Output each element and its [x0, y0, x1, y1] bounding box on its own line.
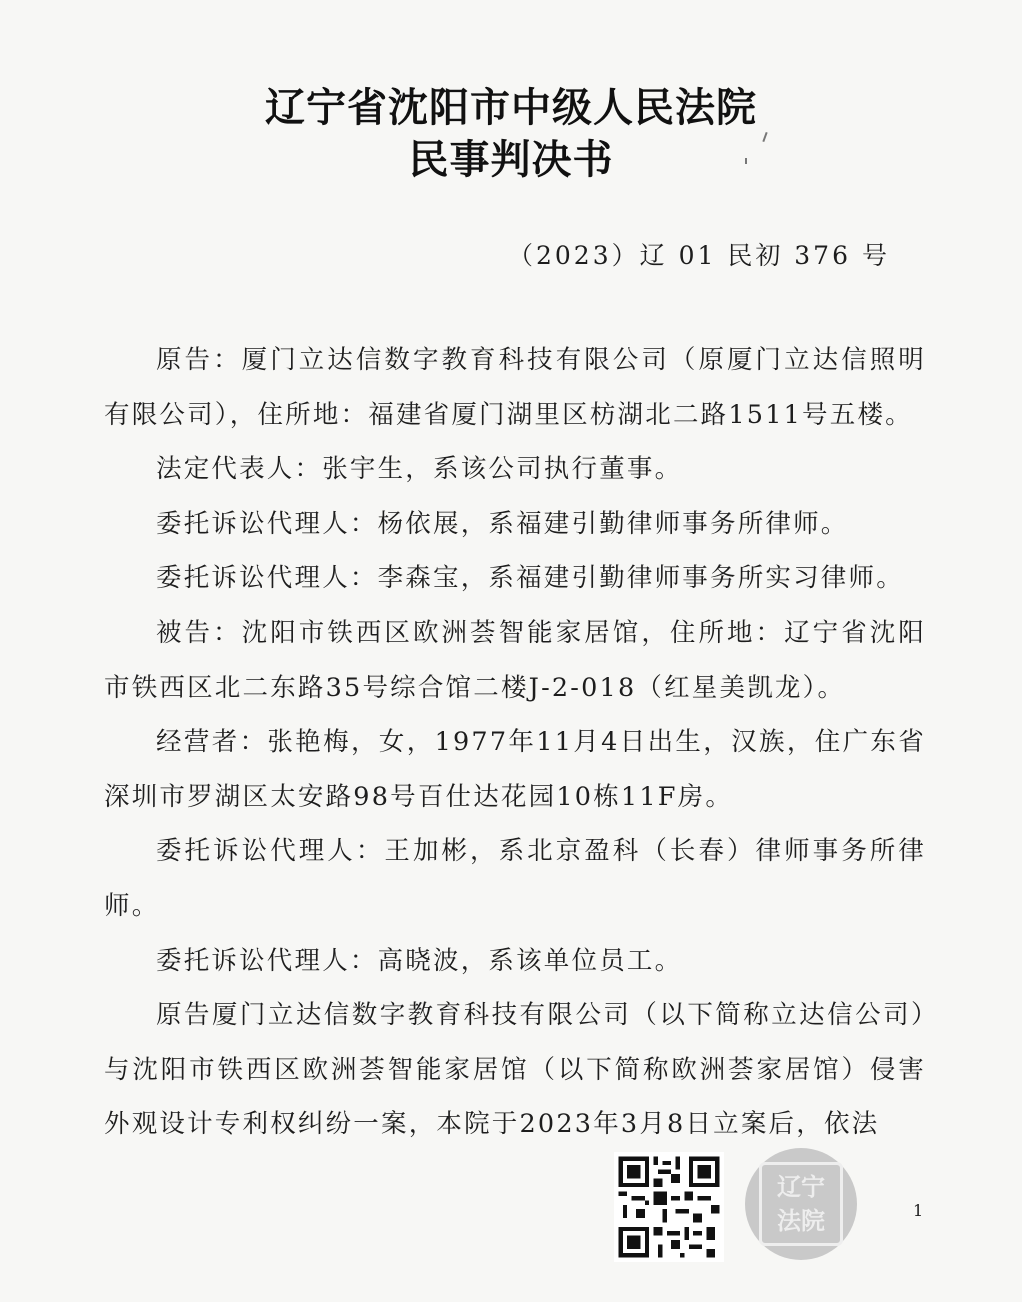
- defendant-paragraph: 被告：沈阳市铁西区欧洲荟智能家居馆，住所地：辽宁省沈阳市铁西区北二东路35号综合馆二楼J-2-018（红星美凯龙）。: [104, 617, 926, 703]
- plaintiff-agent-paragraph-2: 委托诉讼代理人：李森宝，系福建引勤律师事务所实习律师。: [156, 563, 904, 594]
- seal-text: 辽宁 法院: [759, 1162, 843, 1246]
- defendant-agent-paragraph-2: 委托诉讼代理人：高晓波，系该单位员工。: [156, 945, 683, 976]
- operator-paragraph: 经营者：张艳梅，女，1977年11月4日出生，汉族，住广东省深圳市罗湖区太安路98号百仕达花园10栋11F房。: [104, 727, 926, 812]
- document-type-title: 民事判决书: [408, 137, 614, 183]
- court-title: 辽宁省沈阳市中级人民法院: [265, 85, 757, 131]
- legal-representative-paragraph: 法定代表人：张宇生，系该公司执行董事。: [156, 454, 683, 485]
- defendant-agent-paragraph-1: 委托诉讼代理人：王加彬，系北京盈科（长春）律师事务所律师。: [104, 836, 926, 921]
- qr-code-icon[interactable]: [614, 1152, 724, 1262]
- page-number: 1: [913, 1201, 924, 1220]
- plaintiff-paragraph: 原告：厦门立达信数字教育科技有限公司（原厦门立达信照明有限公司），住所地：福建省厦门湖里区枋湖北二路1511号五楼。: [104, 345, 926, 430]
- case-summary-paragraph: 原告厦门立达信数字教育科技有限公司（以下简称立达信公司）与沈阳市铁西区欧洲荟智能家居馆（以下简称欧洲荟家居馆）侵害外观设计专利权纠纷一案，本院于2023年3月8日立案后，依法: [104, 1000, 926, 1140]
- court-seal: [745, 1148, 857, 1260]
- plaintiff-agent-paragraph-1: 委托诉讼代理人：杨依展，系福建引勤律师事务所律师。: [156, 508, 849, 539]
- judgment-body: [104, 333, 926, 1152]
- case-number: （2023）辽 01 民初 376 号: [508, 241, 890, 270]
- scan-mark: [745, 158, 747, 164]
